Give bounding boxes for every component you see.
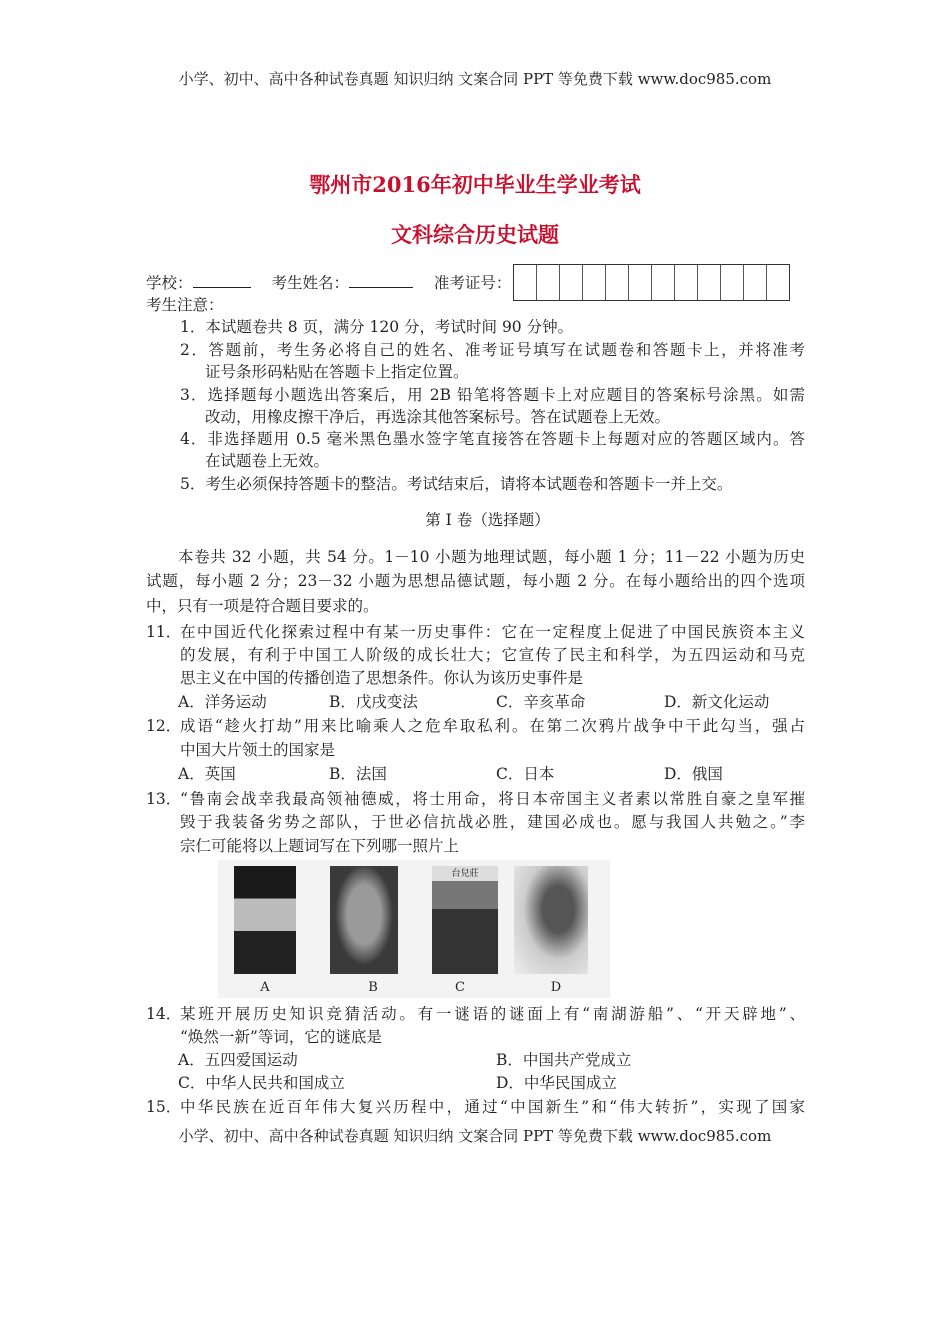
option-d: D．俄国 <box>664 765 723 783</box>
option-d: D．中华民国成立 <box>496 1074 617 1092</box>
notice-item: 改动，用橡皮擦干净后，再选涂其他答案标号。答在试题卷上无效。 <box>205 408 671 426</box>
photo-a <box>234 866 296 974</box>
notice-item: 1．本试题卷共 8 页，满分 120 分，考试时间 90 分钟。 <box>180 318 574 336</box>
notice-item: 2．答题前，考生务必将自己的姓名、准考证号填写在试题卷和答题卡上，并将准考 <box>180 341 805 359</box>
question-text: 某班开展历史知识竞猜活动。有一谜语的谜面上有“南湖游船”、“开天辟地”、 <box>180 1005 805 1023</box>
option-a: A．洋务运动 <box>178 693 267 711</box>
question-text: 在中国近代化探索过程中有某一历史事件：它在一定程度上促进了中国民族资本主义 <box>180 623 805 641</box>
question-text: 中国大片领土的国家是 <box>180 741 336 759</box>
question-text: “鲁南会战幸我最高领袖德威，将士用命，将日本帝国主义者素以常胜自豪之皇军摧 <box>180 790 805 808</box>
question-text: “焕然一新”等词，它的谜底是 <box>180 1028 382 1046</box>
question-text: 的发展，有利于中国工人阶级的成长壮大；它宣传了民主和科学，为五四运动和马克 <box>180 646 805 664</box>
photo-options <box>218 860 610 998</box>
photo-b <box>330 866 398 974</box>
notice-label: 考生注意： <box>146 296 224 314</box>
question-number: 15． <box>146 1098 182 1116</box>
question-text: 成语“趁火打劫”用来比喻乘人之危牟取私利。在第二次鸦片战争中干此勾当，强占 <box>180 717 805 735</box>
option-c: C．中华人民共和国成立 <box>178 1074 345 1092</box>
question-text: 毁于我装备劣势之部队，于世必信抗战必胜，建国必成也。愿与我国人共勉之。”李 <box>180 813 805 831</box>
notice-item: 证号条形码粘贴在答题卡上指定位置。 <box>205 363 469 381</box>
question-number: 11． <box>146 623 182 641</box>
notice-item: 在试题卷上无效。 <box>205 452 330 470</box>
school-label: 学校： <box>146 274 193 292</box>
question-text: 思主义在中国的传播创造了思想条件。你认为该历史事件是 <box>180 669 584 687</box>
photo-label: A <box>260 980 270 995</box>
option-a: A．英国 <box>178 765 236 783</box>
question-number: 13． <box>146 790 182 808</box>
header-banner: 小学、初中、高中各种试卷真题 知识归纳 文案合同 PPT 等免费下载 www.doc985.com <box>178 70 772 88</box>
notice-item: 3．选择题每小题选出答案后，用 2B 铅笔将答题卡上对应题目的答案标号涂黑。如需 <box>180 386 805 404</box>
question-number: 14． <box>146 1005 182 1023</box>
photo-c <box>432 866 498 974</box>
question-text: 宗仁可能将以上题词写在下列哪一照片上 <box>180 837 460 855</box>
intro-line: 中，只有一项是符合题目要求的。 <box>146 597 379 615</box>
photo-label: D <box>550 980 562 995</box>
option-c: C．日本 <box>496 765 555 783</box>
question-number: 12． <box>146 717 182 735</box>
photo-d <box>514 866 588 974</box>
id-label: 准考证号： <box>433 274 512 292</box>
option-a: A．五四爱国运动 <box>178 1051 298 1069</box>
page-subtitle: 文科综合历史试题 <box>391 222 559 247</box>
option-b: B．中国共产党成立 <box>496 1051 632 1069</box>
photo-label: B <box>368 980 378 995</box>
exam-form <box>146 273 511 293</box>
question-text: 中华民族在近百年伟大复兴历程中，通过“中国新生”和“伟大转折”，实现了国家 <box>180 1098 805 1116</box>
photo-c-sign: 台兒莊 <box>451 869 479 879</box>
intro-line: 试题，每小题 2 分；23－32 小题为思想品德试题，每小题 2 分。在每小题给出的四个选项 <box>146 572 805 590</box>
section-title: 第 I 卷（选择题） <box>425 511 550 529</box>
exam-id-grid[interactable] <box>513 264 790 301</box>
photo-label: C <box>455 980 465 995</box>
name-field[interactable] <box>349 273 413 288</box>
notice-item: 4．非选择题用 0.5 毫米黑色墨水签字笔直接答在答题卡上每题对应的答题区域内。答 <box>180 430 805 448</box>
option-b: B．戊戌变法 <box>329 693 418 711</box>
school-field[interactable] <box>193 273 251 288</box>
notice-item: 5．考生必须保持答题卡的整洁。考试结束后，请将本试题卷和答题卡一并上交。 <box>180 475 733 493</box>
name-label: 考生姓名： <box>271 274 349 292</box>
option-d: D．新文化运动 <box>664 693 770 711</box>
footer-banner: 小学、初中、高中各种试卷真题 知识归纳 文案合同 PPT 等免费下载 www.doc985.com <box>178 1127 772 1145</box>
option-c: C．辛亥革命 <box>496 693 586 711</box>
option-b: B．法国 <box>329 765 387 783</box>
page-title: 鄂州市2016年初中毕业生学业考试 <box>309 172 641 197</box>
intro-line: 本卷共 32 小题，共 54 分。1－10 小题为地理试题，每小题 1 分；11－22 小题为历史 <box>178 548 805 566</box>
